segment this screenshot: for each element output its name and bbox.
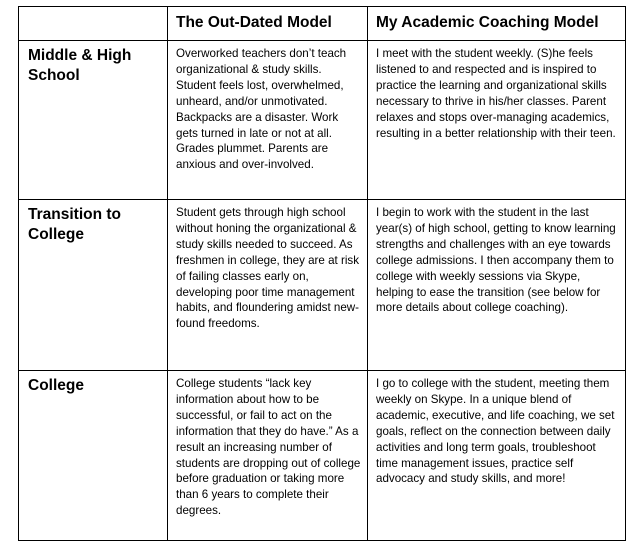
- header-outdated-model: The Out-Dated Model: [168, 7, 368, 41]
- coaching-cell: I begin to work with the student in the last year(s) of high school, getting to know learning strengths and challenges with an eye towards college admissions. I then accompany them to college with weekly sessions via Skype, helping to ease the transition (see below for more details about college coaching).: [368, 200, 626, 371]
- table-row: [19, 371, 626, 541]
- row-label-middle-high-school: Middle & High School: [19, 41, 168, 200]
- coaching-cell: I meet with the student weekly. (S)he feels listened to and respected and is inspired to practice the learning and organizational skills necessary to thrive in his/her classes. Parent relaxes and stops over-managing academics, resulting in a better relationship with their teen.: [368, 41, 626, 200]
- coaching-cell: I go to college with the student, meeting them weekly on Skype. In a unique blend of academic, executive, and life coaching, we set goals, reflect on the connection between daily activities and long term goals, troubleshoot time management issues, practice self advocacy and study skills, and more!: [368, 371, 626, 541]
- header-coaching-model: My Academic Coaching Model: [368, 7, 626, 41]
- header-empty-cell: [19, 7, 168, 41]
- header-row: [19, 7, 626, 41]
- outdated-cell: Student gets through high school without honing the organizational & study skills needed to succeed. As freshmen in college, they are at risk of failing classes early on, developing poor time management habits, and floundering amidst new-found freedoms.: [168, 200, 368, 371]
- row-label-college: College: [19, 371, 168, 541]
- row-label-transition-to-college: Transition to College: [19, 200, 168, 371]
- outdated-cell: College students “lack key information about how to be successful, or fail to act on the information that they do have.” As a result an increasing number of students are dropping out of college before graduation or taking more than 6 years to complete their degrees.: [168, 371, 368, 541]
- table-row: [19, 41, 626, 200]
- comparison-table: [18, 6, 626, 541]
- table-row: [19, 200, 626, 371]
- outdated-cell: Overworked teachers don’t teach organizational & study skills. Student feels lost, overwhelmed, unheard, and/or unmotivated. Backpacks are a disaster. Work gets turned in late or not at all. Grades plummet. Parents are anxious and over-involved.: [168, 41, 368, 200]
